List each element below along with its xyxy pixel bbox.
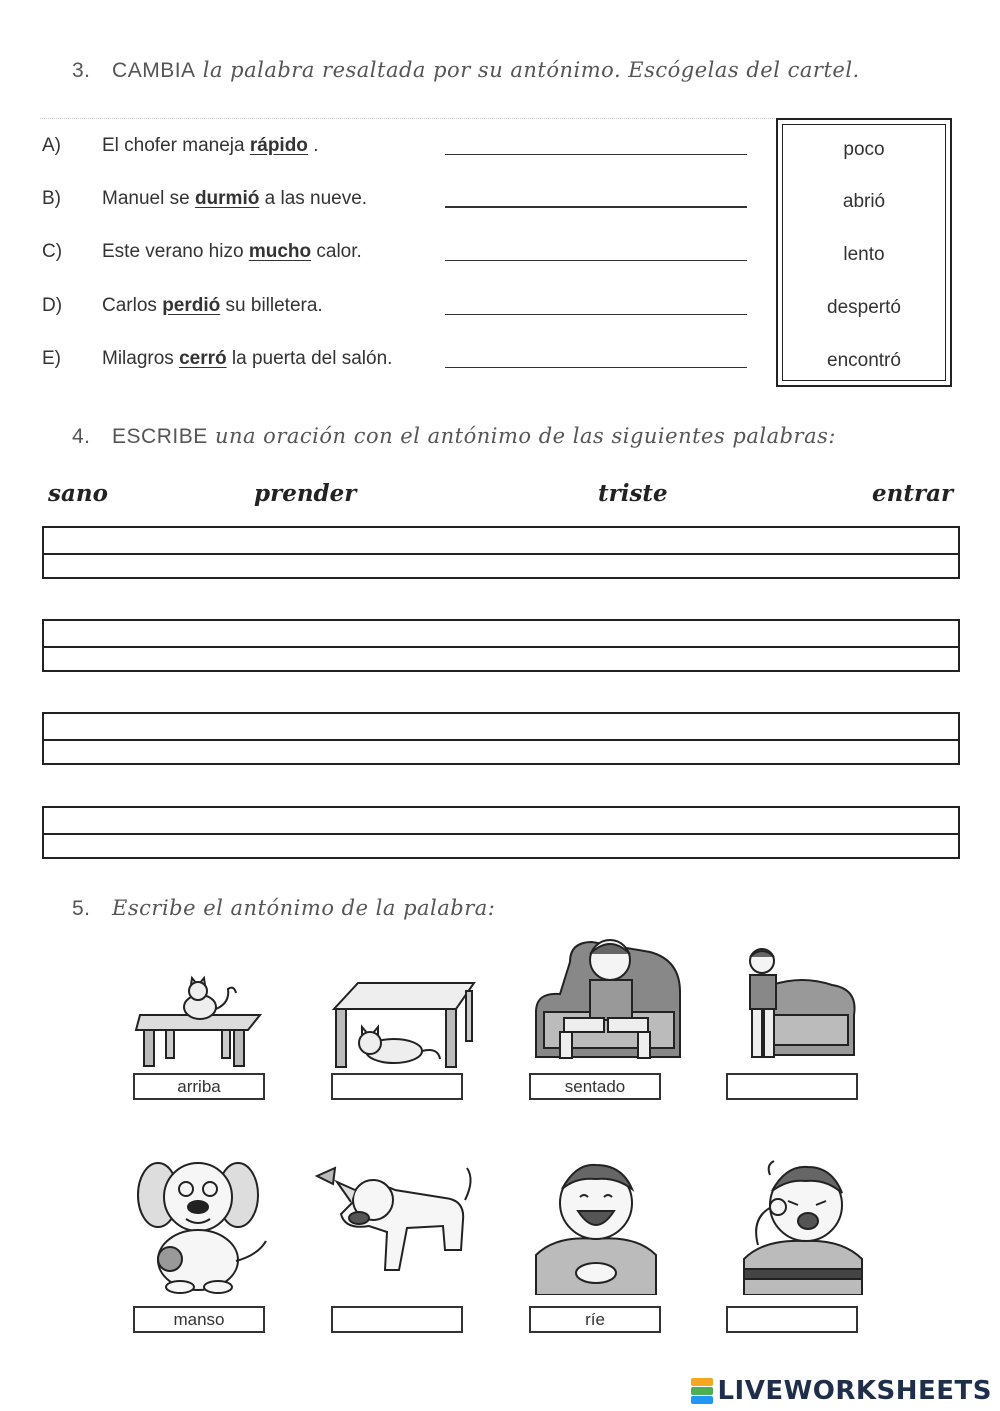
- exercise-letter: E): [42, 348, 61, 369]
- writing-lines-4[interactable]: [42, 806, 960, 859]
- word-box-item: despertó: [827, 297, 901, 318]
- exercise-letter: A): [42, 135, 61, 156]
- word-triste: triste: [598, 480, 668, 507]
- cat-on-table-picture: [130, 975, 275, 1070]
- exercise-sentence: [102, 135, 318, 157]
- calm-dog-picture: [128, 1155, 273, 1295]
- answer-box-rie[interactable]: ríe: [529, 1306, 661, 1333]
- answer-blank[interactable]: [445, 313, 747, 315]
- answer-blank[interactable]: [445, 366, 747, 368]
- sentence-text: Carlos: [102, 295, 163, 316]
- writing-lines-2[interactable]: [42, 619, 960, 672]
- word-entrar: entrar: [872, 480, 954, 507]
- answer-blank[interactable]: [445, 153, 747, 155]
- liveworksheets-logo-icon: [691, 1378, 713, 1404]
- highlighted-word: perdió: [162, 295, 221, 316]
- angry-dog-picture: [315, 1160, 480, 1290]
- section4-heading: 4. ESCRIBE una oración con el antónimo de las siguientes palabras:: [72, 424, 836, 448]
- sentence-text: Este verano hizo: [102, 241, 249, 262]
- word-box-item: lento: [843, 244, 885, 265]
- highlighted-word: rápido: [249, 135, 308, 156]
- sentence-text: Manuel se: [102, 188, 195, 209]
- exercise-letter: C): [42, 241, 63, 262]
- highlighted-word: durmió: [194, 188, 260, 209]
- word-sano: sano: [48, 480, 108, 507]
- word-box-item: encontró: [827, 350, 901, 371]
- answer-box-sentado[interactable]: sentado: [529, 1073, 661, 1100]
- sentence-text: Milagros: [102, 348, 180, 369]
- exercise-sentence: [102, 295, 323, 317]
- section5-heading: 5. Escribe el antónimo de la palabra:: [72, 896, 496, 920]
- highlighted-word: cerró: [179, 348, 227, 369]
- exercise-sentence: [102, 188, 367, 210]
- boy-standing-picture: [722, 945, 862, 1070]
- word-box-item: poco: [843, 139, 885, 160]
- answer-box-manso[interactable]: manso: [133, 1306, 265, 1333]
- answer-box-abajo[interactable]: [331, 1073, 463, 1100]
- answer-blank[interactable]: [445, 259, 747, 261]
- word-box-item: abrió: [842, 191, 886, 212]
- writing-lines-3[interactable]: [42, 712, 960, 765]
- sentence-text: su billetera.: [220, 295, 323, 316]
- highlighted-word: mucho: [248, 241, 312, 262]
- exercise-sentence: [102, 348, 392, 370]
- crying-boy-picture: [730, 1155, 870, 1295]
- answer-box-arriba[interactable]: arriba: [133, 1073, 265, 1100]
- word-box: [776, 118, 952, 387]
- cat-under-table-picture: [328, 975, 478, 1070]
- exercise-letter: D): [42, 295, 63, 316]
- word-prender: prender: [254, 480, 357, 507]
- liveworksheets-brand: LIVEWORKSHEETS: [691, 1376, 992, 1406]
- sentence-text: El chofer maneja: [102, 135, 250, 156]
- laughing-boy-picture: [526, 1155, 666, 1295]
- sentence-text: a las nueve.: [259, 188, 368, 209]
- sentence-text: calor.: [311, 241, 362, 262]
- exercise-letter: B): [42, 188, 61, 209]
- answer-box-parado[interactable]: [726, 1073, 858, 1100]
- answer-blank[interactable]: [445, 206, 747, 208]
- boy-sitting-picture: [530, 932, 690, 1072]
- writing-lines-1[interactable]: [42, 526, 960, 579]
- answer-box-llora[interactable]: [726, 1306, 858, 1333]
- sentence-text: .: [307, 135, 319, 156]
- exercise-sentence: [102, 241, 362, 263]
- section3-heading: 3. CAMBIA la palabra resaltada por su antónimo. Escógelas del cartel.: [72, 58, 860, 82]
- answer-box-bravo[interactable]: [331, 1306, 463, 1333]
- section3-divider: [40, 118, 775, 119]
- sentence-text: la puerta del salón.: [226, 348, 393, 369]
